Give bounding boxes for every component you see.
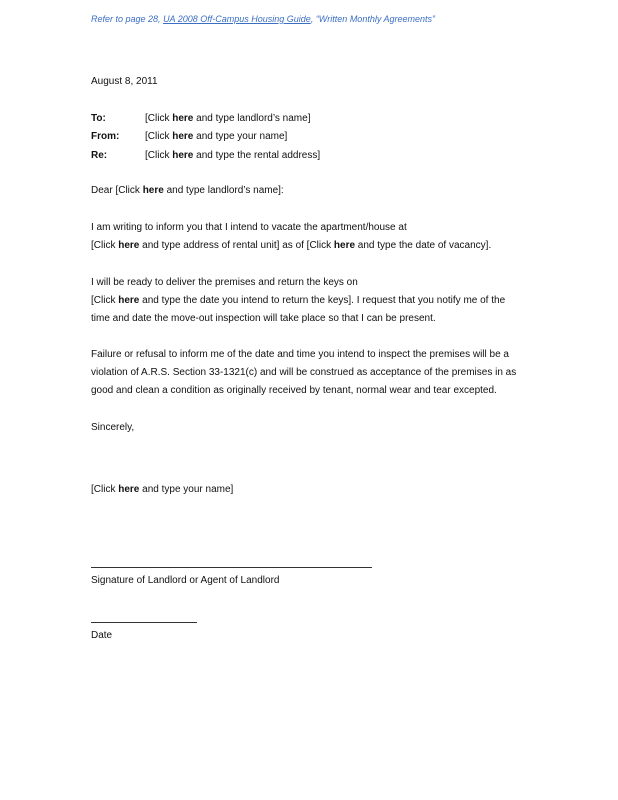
date-signature-line: [91, 622, 197, 623]
reference-suffix: , “Written Monthly Agreements”: [310, 14, 436, 24]
housing-guide-link[interactable]: UA 2008 Off-Campus Housing Guide: [163, 14, 311, 24]
re-line: [91, 150, 320, 162]
landlord-signature-line: [91, 567, 372, 568]
salutation[interactable]: Dear [Click here and type landlord’s name]:: [91, 185, 284, 196]
reference-prefix: Refer to page 28,: [91, 14, 164, 24]
to-label: To:: [91, 113, 106, 124]
closing: Sincerely,: [91, 422, 135, 433]
para3-line3: good and clean a condition as originally received by tenant, normal wear and tear excepted.: [91, 385, 497, 396]
letter-date: August 8, 2011: [91, 76, 158, 87]
para1-line2[interactable]: [Click here and type address of rental unit] as of [Click here and type the date of vacancy].: [91, 240, 492, 251]
para3-line1: Failure or refusal to inform me of the date and time you intend to inspect the premises will be a: [91, 349, 509, 360]
from-label: From:: [91, 131, 120, 142]
reference-note: [91, 14, 435, 24]
from-line: [91, 131, 287, 143]
para1-line1: I am writing to inform you that I intend to vacate the apartment/house at: [91, 222, 407, 233]
para3-line2: violation of A.R.S. Section 33-1321(c) and will be construed as acceptance of the premises in as: [91, 367, 517, 378]
para2-line1: I will be ready to deliver the premises and return the keys on: [91, 277, 358, 288]
from-field[interactable]: [Click here and type your name]: [145, 131, 288, 142]
landlord-signature-label: Signature of Landlord or Agent of Landlord: [91, 575, 280, 586]
re-field[interactable]: [Click here and type the rental address]: [145, 150, 321, 161]
re-label: Re:: [91, 150, 108, 161]
to-line: [91, 113, 310, 125]
para2-line3: time and date the move-out inspection will take place so that I can be present.: [91, 313, 436, 324]
date-label: Date: [91, 630, 113, 641]
to-field[interactable]: [Click here and type landlord’s name]: [145, 113, 311, 124]
signature-name-field[interactable]: [Click here and type your name]: [91, 484, 234, 495]
para2-line2[interactable]: [Click here and type the date you intend to return the keys]. I request that you notify me of the: [91, 295, 506, 306]
